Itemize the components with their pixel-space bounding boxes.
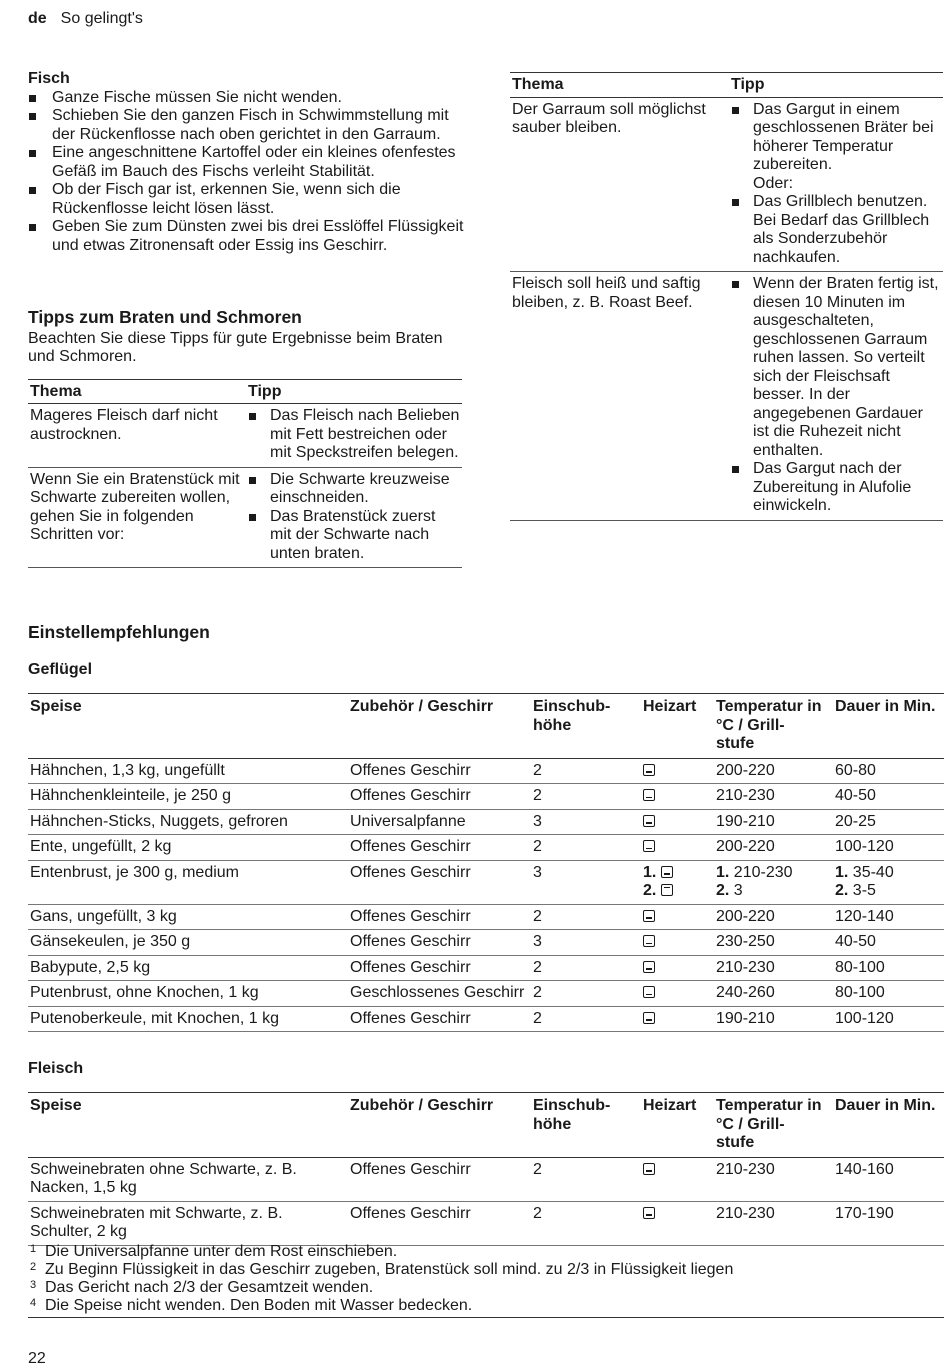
dauer-cell: 80-100 (833, 981, 944, 1007)
einschub-cell: 2 (531, 1006, 641, 1032)
heizart-cell (641, 835, 714, 861)
temperatur-cell: 210-230 (714, 955, 833, 981)
oder-label: Oder: (753, 174, 794, 192)
speise-cell: Entenbrust, je 300 g, medium (28, 860, 348, 904)
zubehoer-cell: Offenes Geschirr (348, 1006, 531, 1032)
col-einschub: Einschub- höhe (531, 694, 641, 759)
dauer-cell: 40-50 (833, 930, 944, 956)
table-row (28, 1201, 944, 1245)
temperatur-cell: 200-220 (714, 758, 833, 784)
braten-table (28, 379, 462, 569)
einschub-cell: 2 (531, 1201, 641, 1245)
gefluegel-heading: Geflügel (28, 661, 93, 678)
oven-bottom-heat-icon (643, 910, 655, 922)
footnote-number: 3 (30, 1279, 37, 1291)
page-number: 22 (28, 1350, 46, 1367)
speise-cell: Ente, ungefüllt, 2 kg (28, 835, 348, 861)
zubehoer-cell: Offenes Geschirr (348, 1201, 531, 1245)
dauer-cell: 120-140 (833, 904, 944, 930)
temperatur-cell: 210-230 (714, 1201, 833, 1245)
table-row (28, 809, 944, 835)
einschub-cell: 2 (531, 981, 641, 1007)
temperatur-cell: 190-210 (714, 809, 833, 835)
speise-cell: Gans, ungefüllt, 3 kg (28, 904, 348, 930)
fleisch-table (28, 1092, 944, 1246)
footnote: 3 Das Gericht nach 2/3 der Gesamtzeit wenden. (28, 1279, 944, 1297)
dauer-cell: 60-80 (833, 758, 944, 784)
oven-bottom-heat-icon (643, 840, 655, 852)
speise-cell: Hähnchenkleinteile, je 250 g (28, 784, 348, 810)
col-tipp: Tipp (729, 73, 943, 98)
table-row (510, 272, 943, 521)
oven-bottom-heat-icon (643, 1163, 655, 1175)
section-title: So gelingt's (60, 10, 143, 27)
footnote: 2 Zu Beginn Flüssigkeit in das Geschirr zugeben, Bratenstück soll mind. zu 2/3 in Flüssigkeit liegen (28, 1261, 944, 1279)
zubehoer-cell: Offenes Geschirr (348, 1157, 531, 1201)
oven-bottom-heat-icon (643, 764, 655, 776)
speise-cell: Hähnchen-Sticks, Nuggets, gefroren (28, 809, 348, 835)
col-zubehoer: Zubehör / Geschirr (348, 1093, 531, 1158)
thema-cell: Mageres Fleisch darf nicht austrocknen. (28, 404, 246, 468)
oven-bottom-heat-icon (643, 815, 655, 827)
einschub-cell: 2 (531, 904, 641, 930)
fleisch-heading: Fleisch (28, 1060, 84, 1077)
zubehoer-cell: Offenes Geschirr (348, 784, 531, 810)
zubehoer-cell: Offenes Geschirr (348, 904, 531, 930)
col-heizart: Heizart (641, 1093, 714, 1158)
fisch-list (28, 89, 468, 256)
oven-bottom-heat-icon (643, 1012, 655, 1024)
table-row (28, 835, 944, 861)
temperatur-cell: 200-220 (714, 904, 833, 930)
heizart-cell (641, 930, 714, 956)
right-tips (510, 72, 943, 521)
dauer-cell: 100-120 (833, 1006, 944, 1032)
list-item: Das Fleisch nach Belieben mit Fett bestreichen oder mit Speckstreifen belegen. (248, 407, 460, 463)
fisch-section (28, 70, 468, 255)
thema-cell: Der Garraum soll möglichst sauber bleiben. (510, 97, 729, 272)
list-item: Schieben Sie den ganzen Fisch in Schwimmstellung mit der Rückenflosse nach oben gerichtet in den Garraum. (28, 107, 468, 144)
speise-cell: Schweinebraten ohne Schwarte, z. B. Nacken, 1,5 kg (28, 1157, 348, 1201)
col-tipp: Tipp (246, 379, 462, 404)
footnotes (28, 1243, 944, 1318)
heizart-cell (641, 809, 714, 835)
oven-bottom-heat-icon (643, 961, 655, 973)
footnote-number: 4 (30, 1297, 37, 1309)
table-row (28, 1006, 944, 1032)
zubehoer-cell: Offenes Geschirr (348, 758, 531, 784)
footnote-number: 2 (30, 1261, 37, 1273)
einschub-cell: 3 (531, 860, 641, 904)
speise-cell: Putenoberkeule, mit Knochen, 1 kg (28, 1006, 348, 1032)
list-item: Das Gargut nach der Zubereitung in Alufolie einwickeln. (731, 460, 941, 516)
temperatur-cell: 210-230 (714, 784, 833, 810)
fisch-heading: Fisch (28, 70, 70, 87)
table-row (28, 904, 944, 930)
temperatur-cell: 1. 210-230 2. 3 (714, 860, 833, 904)
col-temperatur: Temperatur in °C / Grill- stufe (714, 694, 833, 759)
col-thema: Thema (510, 73, 729, 98)
table-row (28, 758, 944, 784)
speise-cell: Putenbrust, ohne Knochen, 1 kg (28, 981, 348, 1007)
temperatur-cell: 240-260 (714, 981, 833, 1007)
zubehoer-cell: Universalpfanne (348, 809, 531, 835)
heizart-cell (641, 1201, 714, 1245)
heizart-cell (641, 955, 714, 981)
list-item: Eine angeschnittene Kartoffel oder ein kleines ofenfestes Gefäß im Bauch des Fischs verleiht Stabilität. (28, 144, 468, 181)
col-speise: Speise (28, 694, 348, 759)
col-dauer: Dauer in Min. (833, 694, 944, 759)
table-row (28, 955, 944, 981)
col-temperatur: Temperatur in °C / Grill- stufe (714, 1093, 833, 1158)
table-row (28, 1157, 944, 1201)
oven-bottom-heat-icon (661, 866, 673, 878)
table-row (510, 97, 943, 272)
right-tips-table (510, 72, 943, 521)
heizart-cell (641, 981, 714, 1007)
dauer-cell: 80-100 (833, 955, 944, 981)
speise-cell: Gänsekeulen, je 350 g (28, 930, 348, 956)
einschub-cell: 2 (531, 1157, 641, 1201)
speise-cell: Babypute, 2,5 kg (28, 955, 348, 981)
list-item: Wenn der Braten fertig ist, diesen 10 Minuten im ausgeschalteten, geschlossenen Garraum ruhen lassen. So verteilt sich der Fleischsaft besser. In der angegebenen Gardauer ist die Ruhezeit nicht enthalten. (731, 275, 941, 460)
dauer-cell: 100-120 (833, 835, 944, 861)
heizart-cell (641, 1006, 714, 1032)
list-item: Ob der Fisch gar ist, erkennen Sie, wenn sich die Rückenflosse leicht lösen lässt. (28, 181, 468, 218)
table-row (28, 860, 944, 904)
heizart-cell (641, 784, 714, 810)
list-item: Das Gargut in einem geschlossenen Bräter bei höherer Temperatur zubereiten. (731, 101, 941, 175)
zubehoer-cell: Offenes Geschirr (348, 835, 531, 861)
zubehoer-cell: Offenes Geschirr (348, 860, 531, 904)
thema-cell: Wenn Sie ein Bratenstück mit Schwarte zubereiten wollen, gehen Sie in folgenden Schritten vor: (28, 467, 246, 568)
footnote-number: 1 (30, 1243, 37, 1255)
col-thema: Thema (28, 379, 246, 404)
oven-bottom-heat-icon (643, 789, 655, 801)
dauer-cell: 20-25 (833, 809, 944, 835)
dauer-cell: 140-160 (833, 1157, 944, 1201)
list-item: Das Bratenstück zuerst mit der Schwarte nach unten braten. (248, 508, 460, 564)
einstell-heading: Einstellempfehlungen (28, 622, 210, 642)
table-row (28, 467, 462, 568)
list-item: Geben Sie zum Dünsten zwei bis drei Esslöffel Flüssigkeit und etwas Zitronensaft oder Essig ins Geschirr. (28, 218, 468, 255)
speise-cell: Schweinebraten mit Schwarte, z. B. Schulter, 2 kg (28, 1201, 348, 1245)
gefluegel-table (28, 693, 944, 1032)
temperatur-cell: 190-210 (714, 1006, 833, 1032)
footnote: 1 Die Universalpfanne unter dem Rost einschieben. (28, 1243, 944, 1261)
dauer-cell: 170-190 (833, 1201, 944, 1245)
dauer-cell: 1. 35-40 2. 3-5 (833, 860, 944, 904)
oven-top-grill-icon (661, 884, 673, 896)
list-item: Ganze Fische müssen Sie nicht wenden. (28, 89, 468, 108)
thema-cell: Fleisch soll heiß und saftig bleiben, z. B. Roast Beef. (510, 272, 729, 521)
lang-code: de (28, 10, 47, 27)
einschub-cell: 2 (531, 758, 641, 784)
list-item: Das Grillblech benutzen. Bei Bedarf das Grillblech als Sonderzubehör nachkaufen. (731, 193, 941, 267)
heizart-cell (641, 904, 714, 930)
temperatur-cell: 230-250 (714, 930, 833, 956)
einschub-cell: 2 (531, 955, 641, 981)
oven-bottom-heat-icon (643, 935, 655, 947)
table-row (28, 930, 944, 956)
page-header (28, 10, 143, 29)
oven-bottom-heat-icon (643, 1207, 655, 1219)
zubehoer-cell: Offenes Geschirr (348, 930, 531, 956)
zubehoer-cell: Offenes Geschirr (348, 955, 531, 981)
col-einschub: Einschub- höhe (531, 1093, 641, 1158)
table-header-row (28, 694, 944, 759)
einschub-cell: 3 (531, 930, 641, 956)
oven-bottom-heat-icon (643, 986, 655, 998)
zubehoer-cell: Geschlossenes Geschirr (348, 981, 531, 1007)
speise-cell: Hähnchen, 1,3 kg, ungefüllt (28, 758, 348, 784)
col-speise: Speise (28, 1093, 348, 1158)
einschub-cell: 3 (531, 809, 641, 835)
col-zubehoer: Zubehör / Geschirr (348, 694, 531, 759)
footnote: 4 Die Speise nicht wenden. Den Boden mit Wasser bedecken. (28, 1297, 944, 1315)
col-dauer: Dauer in Min. (833, 1093, 944, 1158)
table-header-row (28, 1093, 944, 1158)
col-heizart: Heizart (641, 694, 714, 759)
table-row (28, 404, 462, 468)
einschub-cell: 2 (531, 835, 641, 861)
braten-section (28, 308, 462, 568)
einschub-cell: 2 (531, 784, 641, 810)
dauer-cell: 40-50 (833, 784, 944, 810)
table-row (28, 784, 944, 810)
list-item: Die Schwarte kreuzweise einschneiden. (248, 471, 460, 508)
table-row (28, 981, 944, 1007)
temperatur-cell: 210-230 (714, 1157, 833, 1201)
heizart-cell: 1. 2. (641, 860, 714, 904)
temperatur-cell: 200-220 (714, 835, 833, 861)
braten-intro: Beachten Sie diese Tipps für gute Ergebnisse beim Braten und Schmoren. (28, 329, 443, 365)
braten-heading: Tipps zum Braten und Schmoren (28, 307, 302, 327)
heizart-cell (641, 1157, 714, 1201)
heizart-cell (641, 758, 714, 784)
